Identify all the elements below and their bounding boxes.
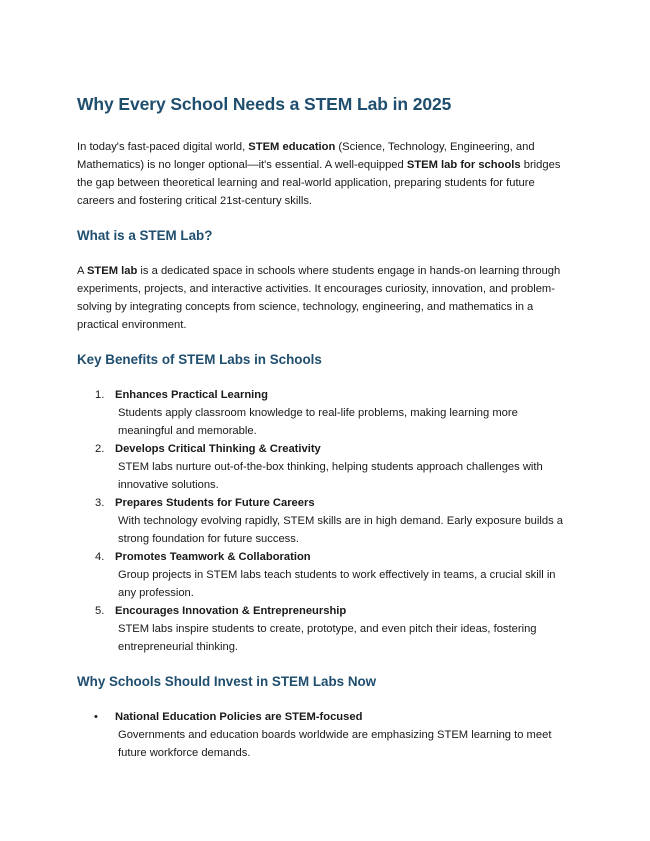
page-title: Why Every School Needs a STEM Lab in 2025 [77,94,452,114]
reason-description: Governments and education boards worldwide are emphasizing STEM learning to meet future workforce demands. [118,729,552,759]
benefit-item-3 [77,494,572,548]
benefit-title: Promotes Teamwork & Collaboration [115,551,311,563]
list-number: 1. [95,389,105,401]
what-is-paragraph [77,262,572,334]
benefit-item-1 [77,386,572,440]
benefits-heading: Key Benefits of STEM Labs in Schools [77,352,322,367]
benefit-description: With technology evolving rapidly, STEM skills are in high demand. Early exposure builds a strong foundation for future success. [118,515,564,545]
list-number: 3. [95,497,105,509]
benefit-description: Group projects in STEM labs teach students to work effectively in teams, a crucial skill in any profession. [118,569,556,599]
intro-bold-2: STEM lab for schools [406,159,521,171]
what-bold-1: STEM lab [86,265,138,277]
benefit-description: Students apply classroom knowledge to real-life problems, making learning more meaningful and memorable. [118,407,518,437]
benefit-title: Encourages Innovation & Entrepreneurship [115,605,347,617]
document-content [77,93,572,762]
benefit-title: Develops Critical Thinking & Creativity [115,443,321,455]
benefit-description: STEM labs nurture out-of-the-box thinking, helping students approach challenges with innovative solutions. [118,461,543,491]
bullet-point: • [94,711,98,723]
benefit-description: STEM labs inspire students to create, prototype, and even pitch their ideas, fostering entrepreneurial thinking. [118,623,537,653]
benefit-title: Prepares Students for Future Careers [115,497,315,509]
benefit-title: Enhances Practical Learning [115,389,268,401]
benefit-item-4 [77,548,572,602]
what-text-1: A [77,265,87,277]
list-number: 4. [95,551,105,563]
intro-text-1: In today's fast-paced digital world, [77,141,249,153]
intro-paragraph [77,138,572,210]
invest-reasons-list [77,708,572,762]
reason-title: National Education Policies are STEM-focused [115,711,363,723]
intro-text-2: (Science, Technology, Engineering, and Mathematics) is no longer optional—it's essential. A well-equipped [77,141,535,171]
benefit-item-2 [77,440,572,494]
intro-bold-1: STEM education [248,141,336,153]
invest-heading: Why Schools Should Invest in STEM Labs Now [77,674,377,689]
reason-item-1 [77,708,572,762]
what-is-heading: What is a STEM Lab? [77,228,213,243]
list-number: 2. [95,443,105,455]
what-text-2: is a dedicated space in schools where students engage in hands-on learning through experiments, projects, and interactive activities. It encourages curiosity, innovation, and problem-solving by integrating concepts from science, technology, engineering, and mathematics in a practical environment. [77,265,561,331]
list-number: 5. [95,605,105,617]
intro-text-3: bridges the gap between theoretical learning and real-world application, preparing students for future careers and fostering critical 21st-century skills. [77,159,561,207]
benefit-item-5 [77,602,572,656]
benefits-list [77,386,572,656]
